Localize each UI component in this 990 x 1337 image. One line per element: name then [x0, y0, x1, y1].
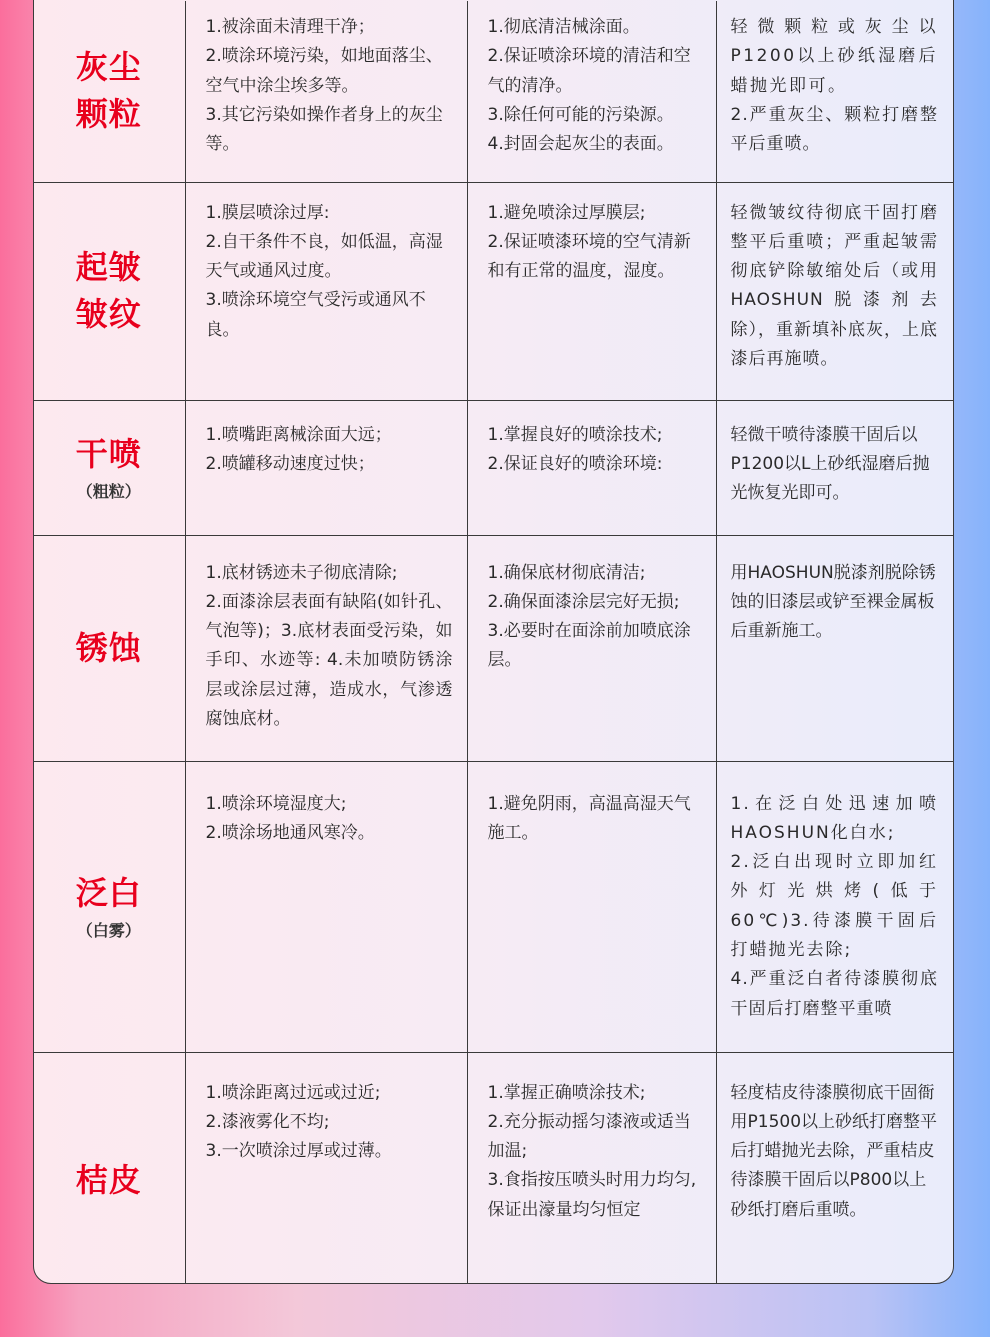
cause-cell — [185, 182, 467, 400]
table-row — [33, 761, 954, 1052]
defect-name-cell — [33, 1, 185, 182]
remedy-item: 4.严重泛白者待漆膜彻底干固后打磨整平重喷 — [730, 969, 938, 1019]
defect-name-cell — [33, 761, 185, 1052]
prevention-item: 3.食指按压喷头时用力均匀,保证出濠量均匀恒定 — [487, 1170, 697, 1220]
table-row — [33, 535, 954, 761]
table-row — [33, 400, 954, 535]
remedy-cell — [716, 1, 954, 182]
defect-name-cell — [33, 182, 185, 400]
prevention-item: 2.充分振动摇匀漆液或适当加温; — [487, 1111, 691, 1162]
remedy-item: 轻微干喷待漆膜干固后以P1200以L上砂纸湿磨后抛光恢复光即可。 — [730, 424, 930, 504]
defect-subname: （粗粒） — [76, 482, 141, 501]
prevention-item: 2.保证喷漆环境的空气清新和有正常的温度，湿度。 — [487, 231, 691, 282]
remedy-item: 轻微皱纹待彻底干固打磨整平后重喷；严重起皱需彻底铲除敏缩处后（或用HAOSHUN脱漆剂去除），重新填补底灰，上底漆后再施喷。 — [730, 202, 938, 369]
remedy-cell — [716, 535, 954, 761]
cause-cell — [185, 1052, 467, 1284]
table-row — [33, 1052, 954, 1284]
prevention-cell — [467, 1, 716, 182]
prevention-item: 1.确保底材彻底清洁; — [487, 562, 646, 583]
prevention-item: 1.掌握正确喷涂技术; — [487, 1082, 646, 1103]
table-row — [33, 1, 954, 182]
cause-cell — [185, 535, 467, 761]
remedy-item: 轻度桔皮待漆膜彻底干固衙用P1500以上砂纸打磨整平后打蜡抛光去除，严重桔皮待漆膜干固后以P800以上砂纸打磨后重喷。 — [730, 1082, 938, 1220]
prevention-item: 1.掌握良好的喷涂技术; — [487, 424, 663, 445]
defect-name: 锈蚀 — [75, 628, 142, 667]
defect-table-card — [33, 0, 954, 1284]
prevention-cell — [467, 535, 716, 761]
cause-item: 3.一次喷涂过厚或过薄。 — [205, 1141, 392, 1162]
cause-item: 1.底材锈迹未子彻底清除; — [205, 562, 398, 583]
defect-table — [33, 1, 954, 1284]
cause-item: 1.喷涂环境湿度大; — [205, 793, 347, 814]
remedy-item: 1.在泛白处迅速加喷HAOSHUN化白水; — [730, 793, 938, 843]
defect-name: 干喷 — [75, 435, 142, 473]
remedy-cell — [716, 182, 954, 400]
remedy-cell — [716, 400, 954, 535]
prevention-item: 2.确保面漆涂层完好无损; — [487, 591, 680, 612]
prevention-cell — [467, 1052, 716, 1284]
cause-cell — [185, 1, 467, 182]
cause-item: 1.喷涂距离过远或过近; — [205, 1082, 381, 1103]
defect-subname: （白雾） — [76, 921, 141, 940]
defect-name: 灰尘 — [75, 48, 142, 87]
prevention-item: 2.保证喷涂环境的清洁和空气的清净。 — [487, 46, 691, 96]
cause-item: 1.被涂面未清理干净； — [205, 17, 375, 37]
cause-item: 1.喷嘴距离械涂面大远； — [205, 424, 392, 445]
defect-name-cell — [33, 535, 185, 761]
defect-name-cell — [33, 1052, 185, 1284]
prevention-item: 3.除任何可能的污染源。 — [487, 104, 674, 125]
prevention-item: 4.封固会起灰尘的表面。 — [487, 134, 674, 155]
defect-name: 起皱 — [75, 248, 142, 286]
defect-name: 颗粒 — [75, 95, 142, 134]
prevention-item: 1.避免喷涂过厚膜层; — [487, 202, 646, 223]
prevention-cell — [467, 182, 716, 400]
prevention-item: 2.保证良好的喷涂环境: — [487, 453, 663, 474]
defect-name-cell — [33, 400, 185, 535]
defect-name: 皱纹 — [75, 295, 142, 333]
cause-item: 2.喷罐移动速度过快； — [205, 453, 375, 474]
table-row — [33, 182, 954, 400]
prevention-item: 3.必要时在面涂前加喷底涂层。 — [487, 621, 691, 671]
cause-item: 2.喷涂环境污染，如地面落尘、空气中涂尘埃多等。 — [205, 46, 443, 96]
cause-item: 2.自干条件不良，如低温，高湿天气或通风过度。 — [205, 231, 443, 282]
defect-name: 泛白 — [75, 874, 142, 912]
remedy-cell — [716, 761, 954, 1052]
cause-item: 1.膜层喷涂过厚: — [205, 202, 330, 223]
cause-item: 3.其它污染如操作者身上的灰尘等。 — [205, 104, 443, 155]
prevention-cell — [467, 761, 716, 1052]
defect-name: 桔皮 — [75, 1161, 142, 1200]
cause-cell — [185, 761, 467, 1052]
remedy-item: 用HAOSHUN脱漆剂脱除锈蚀的旧漆层或铲至裸金属板后重新施工。 — [730, 562, 936, 642]
prevention-item: 1.避免阴雨，高温高湿天气施工。 — [487, 793, 691, 843]
remedy-item: 2.泛白出现时立即加红外灯光烘烤(低于60℃)3.待漆膜干固后打蜡抛光去除; — [730, 852, 938, 960]
cause-cell — [185, 400, 467, 535]
cause-item: 2.喷涂场地通风寒冷。 — [205, 822, 375, 843]
prevention-cell — [467, 400, 716, 535]
remedy-item: 轻微颗粒或灰尘以P1200以上砂纸湿磨后蜡抛光即可。 — [730, 17, 938, 96]
cause-item: 2.漆液雾化不均; — [205, 1111, 330, 1132]
prevention-item: 1.彻底清洁械涂面。 — [487, 17, 640, 37]
remedy-cell — [716, 1052, 954, 1284]
remedy-item: 2.严重灰尘、颗粒打磨整平后重喷。 — [730, 104, 938, 155]
cause-item: 2.面漆涂层表面有缺陷(如针孔、气泡等)；3.底材表面受污染，如手印、水迹等: 4.未加喷防锈涂层或涂层过薄，造成水，气渗透腐蚀底材。 — [205, 591, 453, 729]
cause-item: 3.喷涂环境空气受污或通风不良。 — [205, 290, 426, 340]
